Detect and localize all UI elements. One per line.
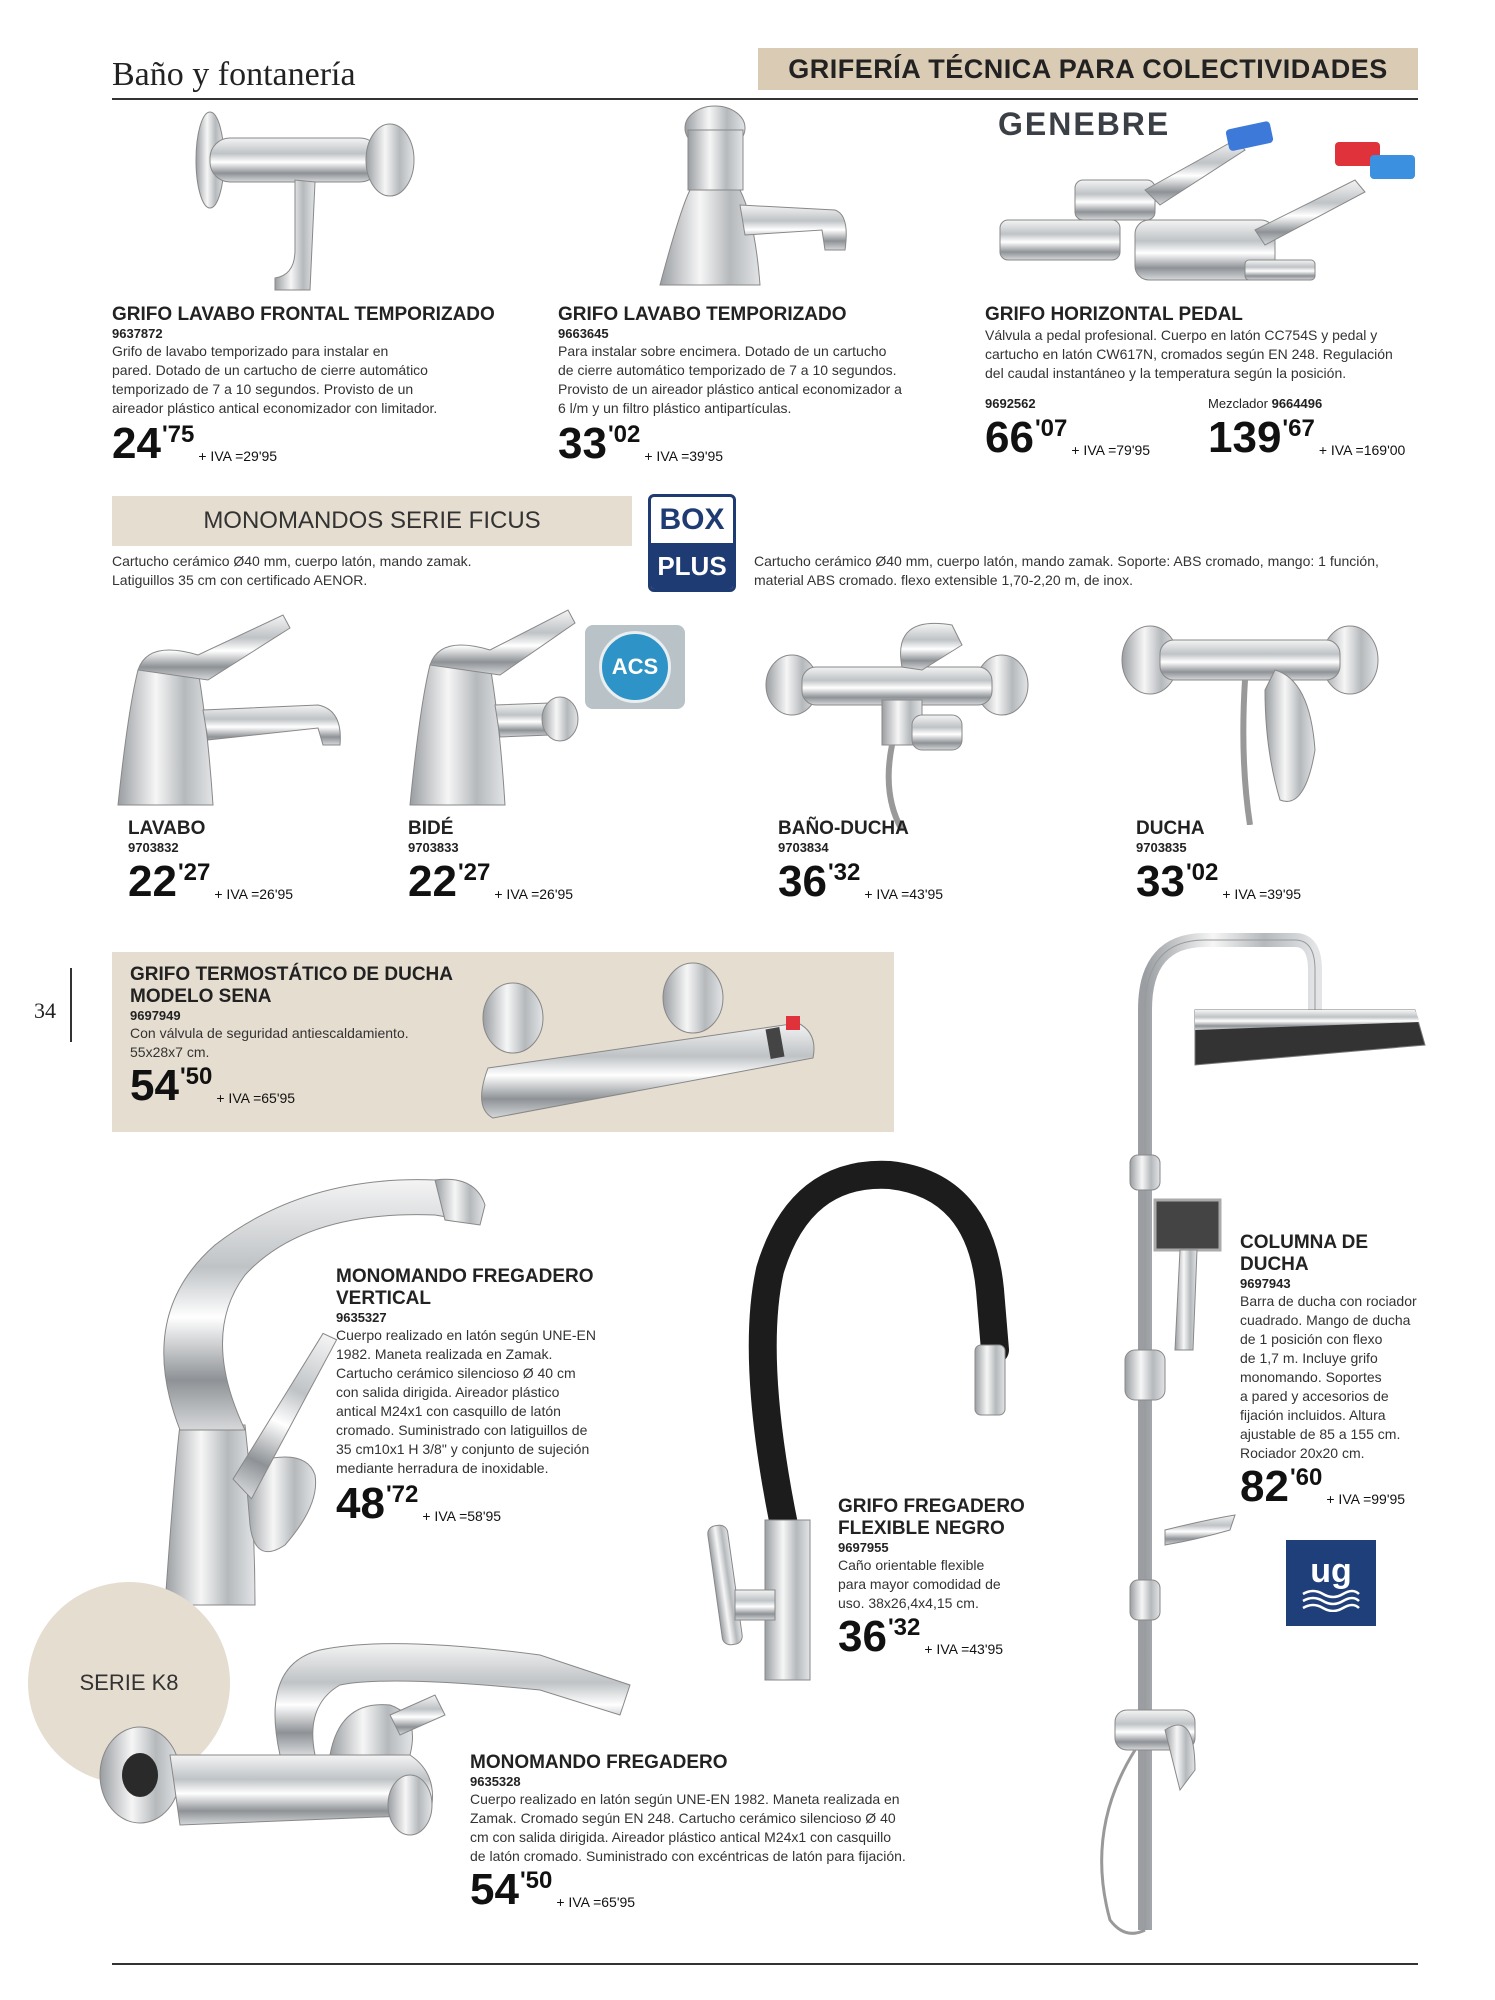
lavabo-tap-image — [108, 610, 348, 810]
bath-shower-tap-image — [762, 605, 1032, 830]
price: 66 '07 + IVA =79'95 — [985, 413, 1151, 462]
product-desc-line: Grifo de lavabo temporizado para instalar en — [112, 343, 389, 359]
pedal-variant-standard — [985, 396, 1150, 460]
price: 22 '27 + IVA =26'95 — [128, 857, 294, 906]
product-title: GRIFO HORIZONTAL PEDAL — [985, 304, 1243, 325]
price: 54 '50 + IVA =65'95 — [130, 1061, 296, 1110]
ficus-band: MONOMANDOS SERIE FICUS — [112, 496, 632, 546]
ficus-item-bano-ducha: BAÑO-DUCHA 9703834 36 '32 + IVA =43'95 — [778, 818, 944, 906]
thermostatic-tap-image — [468, 958, 828, 1128]
price: 54 '50 + IVA =65'95 — [470, 1865, 636, 1914]
product-fregadero-vertical: MONOMANDO FREGADERO VERTICAL 9635327 Cuerpo realizado en latón según UNE-EN 1982. Maneta realizada en Zamak. Cartucho cerámico silencioso Ø 40 cm con salida dirigida. Aireador plástico antical M24x1 con casquillo de latón cromado. Suministrado con latiguillos de 35 cm10x1 H 3/8" y conjunto de sujeción mediante herradura de inoxidable. 48 '72 + IVA =58'95 — [336, 1266, 616, 1526]
acs-badge: ACS — [585, 625, 685, 709]
product-columna-ducha: COLUMNA DE DUCHA 9697943 Barra de ducha con rociador cuadrado. Mango de ducha de 1 posición con flexo de 1,7 m. Incluye grifo monomando. Soportes a pared y accesorios de fijación incluidos. Altura ajustable de 85 a 155 cm. Rociador 20x20 cm. 82 '60 + IVA =99'95 — [1240, 1232, 1440, 1509]
product-termostatico: GRIFO TERMOSTÁTICO DE DUCHA MODELO SENA 9697949 Con válvula de seguridad antiescaldamiento. 55x28x7 cm. 54 '50 + IVA =65'95 — [130, 964, 470, 1108]
page-number-bar — [70, 968, 72, 1042]
product-code: 9692562 — [985, 396, 1036, 411]
ficus-desc-left: Cartucho cerámico Ø40 mm, cuerpo latón, mando zamak. Latiguillos 35 cm con certificado AENOR. — [112, 553, 472, 588]
product-flexible-negro: GRIFO FREGADERO FLEXIBLE NEGRO 9697955 Caño orientable flexible para mayor comodidad de uso. 38x26,4x4,15 cm. 36 '32 + IVA =43'95 — [838, 1496, 1058, 1659]
ficus-item-ducha: DUCHA 9703835 33 '02 + IVA =39'95 — [1136, 818, 1302, 906]
product-desc-line: del caudal instantáneo y la temperatura según la posición. — [985, 365, 1347, 381]
product-code: Mezclador 9664496 — [1208, 396, 1323, 411]
pedal-variant-mezclador — [1208, 396, 1405, 460]
product-code: 9663645 — [558, 326, 609, 341]
category-band: GRIFERÍA TÉCNICA PARA COLECTIVIDADES — [758, 48, 1418, 90]
ficus-desc-right: Cartucho cerámico Ø40 mm, cuerpo latón, mando zamak. Soporte: ABS cromado, mango: 1 función, material ABS cromado. flexo extensible 1,70-2,20 m, de inox. — [754, 553, 1379, 588]
product-code: 9637872 — [112, 326, 163, 341]
ug-logo: ug — [1286, 1540, 1376, 1626]
pedal-tap-image — [995, 120, 1425, 300]
price: 33 '02 + IVA =39'95 — [558, 419, 724, 468]
price: 24 '75 + IVA =29'95 — [112, 419, 278, 468]
box-plus-badge: BOX PLUS — [648, 494, 736, 592]
price: 139 '67 + IVA =169'00 — [1208, 413, 1406, 462]
product-monomando-fregadero: MONOMANDO FREGADERO 9635328 Cuerpo realizado en latón según UNE-EN 1982. Maneta realizada en Zamak. Cromado según EN 248. Cartucho cerámico silencioso Ø 40 cm con salida dirigida. Aireador plástico antical M24x1 con casquillo de latón cromado. Suministrado con excéntricas de latón para fijación. 54 '50 + IVA =65'95 — [470, 1752, 990, 1912]
genebre-logo: GENEBRE — [998, 106, 1171, 142]
product-title: GRIFO LAVABO TEMPORIZADO — [558, 304, 847, 325]
product-desc-line: Válvula a pedal profesional. Cuerpo en latón CC754S y pedal y — [985, 327, 1378, 343]
product-lavabo-temporizado — [558, 304, 958, 466]
product-title: GRIFO LAVABO FRONTAL TEMPORIZADO — [112, 304, 495, 325]
product-desc-line: de cierre automático temporizado de 7 a 10 segundos. — [558, 362, 897, 378]
waves-icon — [1301, 1588, 1361, 1612]
product-frontal-temporizado — [112, 304, 532, 466]
shower-tap-image — [1115, 600, 1385, 825]
price: 33 '02 + IVA =39'95 — [1136, 857, 1302, 906]
price: 82 '60 + IVA =99'95 — [1240, 1462, 1406, 1511]
page-number: 34 — [34, 998, 56, 1023]
price: 36 '32 + IVA =43'95 — [838, 1612, 1004, 1661]
product-desc-line: Para instalar sobre encimera. Dotado de un cartucho — [558, 343, 887, 359]
section-title: Baño y fontanería — [112, 56, 356, 93]
footer-divider — [112, 1963, 1418, 1965]
ficus-item-bide: BIDÉ 9703833 22 '27 + IVA =26'95 — [408, 818, 574, 906]
price: 36 '32 + IVA =43'95 — [778, 857, 944, 906]
price: 22 '27 + IVA =26'95 — [408, 857, 574, 906]
basin-timed-tap-image — [610, 100, 860, 295]
product-desc-line: temporizado de 7 a 10 segundos. Provisto de un — [112, 381, 414, 397]
product-desc-line: pared. Dotado de un cartucho de cierre automático — [112, 362, 428, 378]
product-desc-line: cartucho en latón CW617N, cromados según EN 248. Regulación — [985, 346, 1393, 362]
wall-tap-image — [180, 100, 440, 295]
series-k8-badge: SERIE K8 — [28, 1582, 230, 1784]
product-desc-line: aireador plástico antical economizador con limitador. — [112, 400, 438, 416]
product-desc-line: Provisto de un aireador plástico antical economizador a — [558, 381, 902, 397]
product-horizontal-pedal — [985, 304, 1425, 383]
price: 48 '72 + IVA =58'95 — [336, 1479, 502, 1528]
ficus-item-lavabo: LAVABO 9703832 22 '27 + IVA =26'95 — [128, 818, 294, 906]
product-desc-line: 6 l/m y un filtro plástico antipartículas. — [558, 400, 792, 416]
